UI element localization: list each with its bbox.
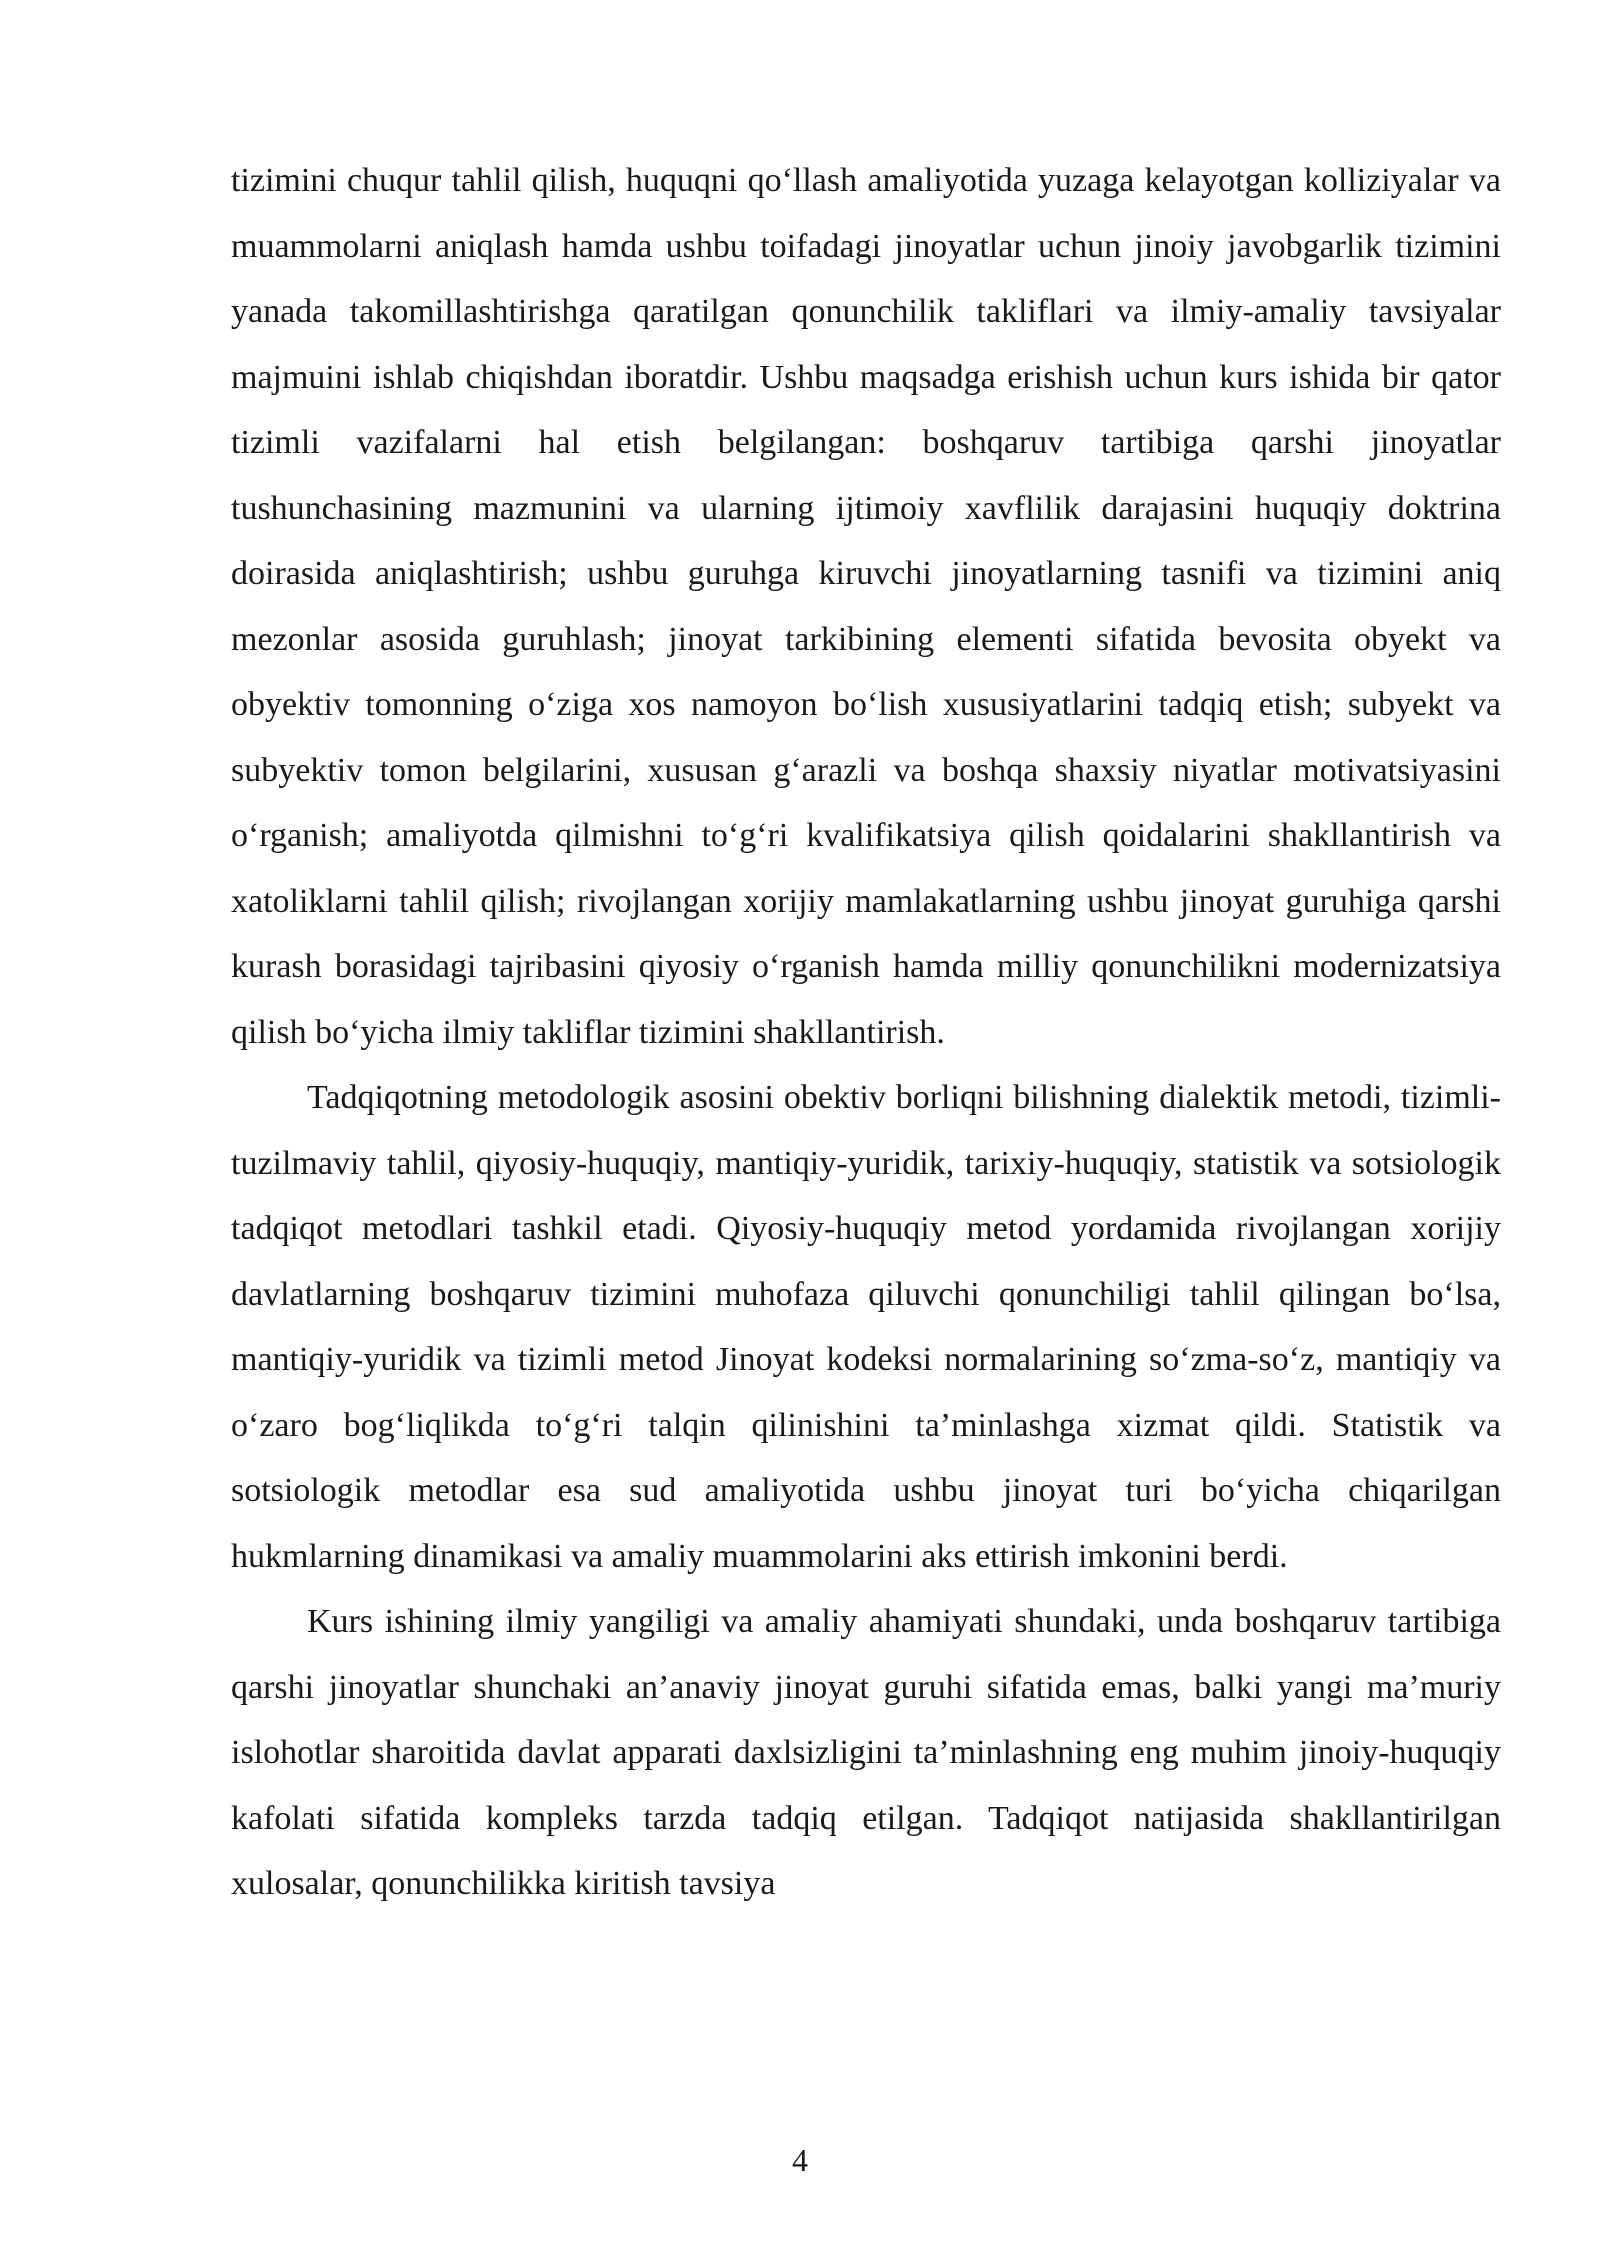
page-number: 4 — [792, 2142, 808, 2178]
paragraph-continuation: tizimini chuqur tahlil qilish, huquqni qo‘llash amaliyotida yuzaga kelayotgan kolliziyalar va muammolarni aniqlash hamda ushbu toifadagi jinoyatlar uchun jinoiy javobgarlik tizimini yanada takomillashtirishga qaratilgan qonunchilik takliflari va ilmiy-amaliy tavsiyalar majmuini ishlab chiqishdan iboratdir. Ushbu maqsadga erishish uchun kurs ishida bir qator tizimli vazifalarni hal etish belgilangan: boshqaruv tartibiga qarshi jinoyatlar tushunchasining mazmunini va ularning ijtimoiy xavflilik darajasini huquqiy doktrina doirasida aniqlashtirish; ushbu guruhga kiruvchi jinoyatlarning tasnifi va tizimini aniq mezonlar asosida guruhlash; jinoyat tarkibining elementi sifatida bevosita obyekt va obyektiv tomonning o‘ziga xos namoyon bo‘lish xususiyatlarini tadqiq etish; subyekt va subyektiv tomon belgilarini, xususan g‘arazli va boshqa shaxsiy niyatlar motivatsiyasini o‘rganish; amaliyotda qilmishni to‘g‘ri kvalifikatsiya qilish qoidalarini shakllantirish va xatoliklarni tahlil qilish; rivojlangan xorijiy mamlakatlarning ushbu jinoyat guruhiga qarshi kurash borasidagi tajribasini qiyosiy o‘rganish hamda milliy qonunchilikni modernizatsiya qilish bo‘yicha ilmiy takliflar tizimini shakllantirish. — [231, 162, 1501, 1051]
paragraph-methodology: Tadqiqotning metodologik asosini obektiv borliqni bilishning dialektik metodi, tizimli-tuzilmaviy tahlil, qiyosiy-huquqiy, mantiqiy-yuridik, tarixiy-huquqiy, statistik va sotsiologik tadqiqot metodlari tashkil etadi. Qiyosiy-huquqiy metod yordamida rivojlangan xorijiy davlatlarning boshqaruv tizimini muhofaza qiluvchi qonunchiligi tahlil qilingan bo‘lsa, mantiqiy-yuridik va tizimli metod Jinoyat kodeksi normalarining so‘zma-so‘z, mantiqiy va o‘zaro bog‘liqlikda to‘g‘ri talqin qilinishini ta’minlashga xizmat qildi. Statistik va sotsiologik metodlar esa sud amaliyotida ushbu jinoyat turi bo‘yicha chiqarilgan hukmlarning dinamikasi va amaliy muammolarini aks ettirish imkonini berdi. — [231, 1079, 1501, 1575]
body-text — [231, 148, 1501, 1917]
paragraph-novelty: Kurs ishining ilmiy yangiligi va amaliy ahamiyati shundaki, unda boshqaruv tartibiga qarshi jinoyatlar shunchaki an’anaviy jinoyat guruhi sifatida emas, balki yangi ma’muriy islohotlar sharoitida davlat apparati daxlsizligini ta’minlashning eng muhim jinoiy-huquqiy kafolati sifatida kompleks tarzda tadqiq etilgan. Tadqiqot natijasida shakllantirilgan xulosalar, qonunchilikka kiritish tavsiya — [231, 1603, 1501, 1902]
